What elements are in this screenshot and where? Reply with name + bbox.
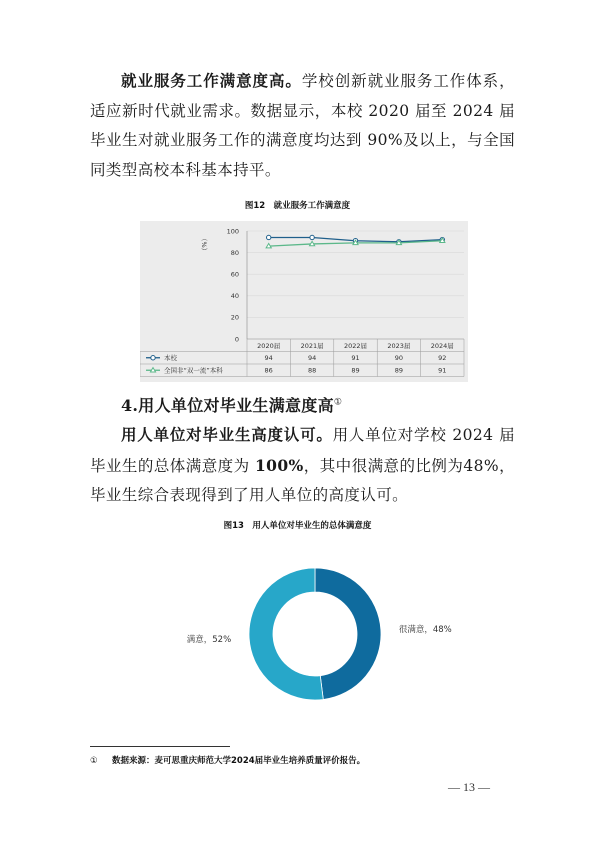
page-number: — 13 — [448,780,490,794]
y-tick-label: 40 [230,292,239,301]
y-tick-label: 80 [230,248,239,257]
data-table-cell: 88 [307,366,317,375]
employer-satisfaction-paragraph: 用人单位对毕业生高度认可。用人单位对学校 2024 届毕业生的总体满意度为 100%，其中很满意的比例为48%，毕业生综合表现得到了用人单位的高度认可。 [90,425,516,505]
x-tick-label: 2022届 [343,342,368,350]
data-table-cell: 89 [394,366,404,375]
legend-label: 全国非“双一流”本科 [164,366,223,375]
employment-service-paragraph: 就业服务工作满意度高。学校创新就业服务工作体系，适应新时代就业需求。数据显示，本校 2020 届至 2024 届毕业生对就业服务工作的满意度均达到 90%及以上，与全国同类型高校本科基本持平。 [90,71,516,179]
donut-slice [315,568,381,699]
data-point [266,244,271,248]
data-table-cell: 91 [438,366,447,375]
data-table-cell: 90 [394,354,404,363]
donut-slice [249,568,323,700]
section-4-heading: 4.用人单位对毕业生满意度高① [121,396,343,415]
figure-12-chart [140,221,468,382]
y-tick-label: 60 [230,270,239,279]
legend-key-marker [151,356,155,360]
data-point [310,235,314,239]
x-tick-label: 2023届 [387,342,411,350]
data-table-cell: 94 [307,354,317,363]
data-point [310,241,315,245]
data-table-cell: 89 [351,366,360,375]
y-tick-label: 0 [234,335,239,344]
y-axis-unit: （%） [200,235,208,255]
footnote: ① 数据来源：麦可思重庆师范大学2024届毕业生培养质量评价报告。 [90,756,366,766]
legend-label: 本校 [164,354,177,363]
figure-13-caption: 图13 用人单位对毕业生的总体满意度 [223,521,372,531]
data-point [267,235,271,239]
donut-slice-label: 满意，52% [186,635,232,646]
data-table-cell: 86 [264,366,273,375]
line-chart-svg [140,221,468,382]
paragraph-lead: 用人单位对毕业生高度认可。 [121,425,333,444]
paragraph-lead: 就业服务工作满意度高。 [121,71,302,90]
data-table-cell: 92 [438,354,447,363]
y-tick-label: 100 [226,227,239,236]
legend-key-marker [150,368,155,372]
data-table-cell: 91 [351,354,360,363]
footnote-ref: ① [333,397,343,408]
data-table-cell: 94 [264,354,273,363]
x-tick-label: 2024届 [430,342,454,350]
figure-12-caption: 图12 就业服务工作满意度 [244,201,351,211]
y-tick-label: 20 [230,313,239,322]
x-tick-label: 2020届 [257,342,281,350]
donut-slice-label: 很满意，48% [398,624,452,635]
footnote-rule [90,746,230,747]
x-tick-label: 2021届 [300,342,324,350]
